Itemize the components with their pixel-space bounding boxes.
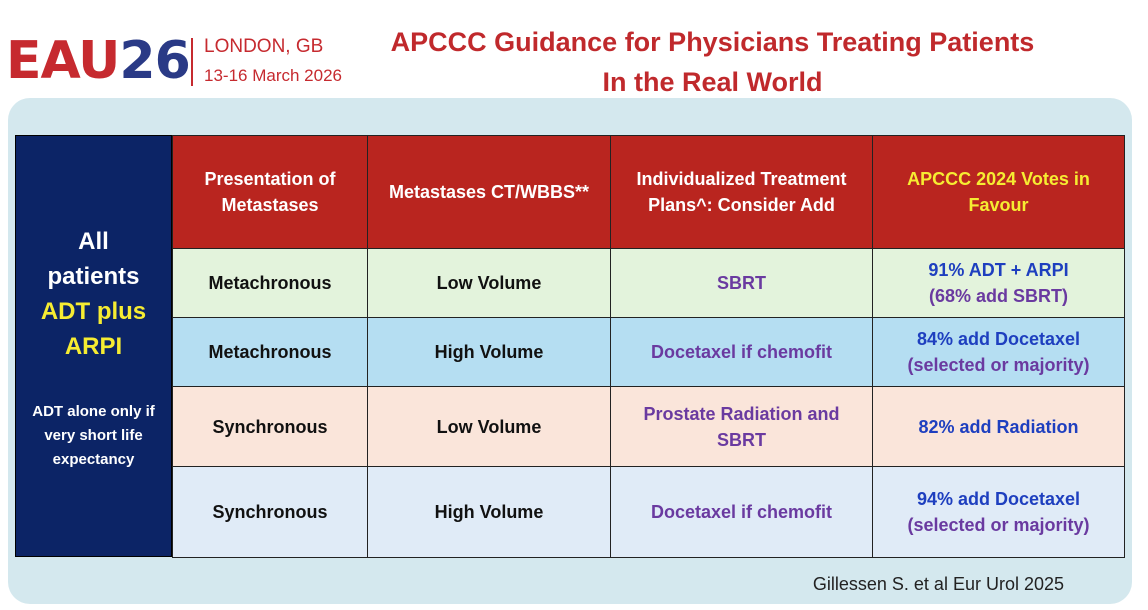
- vote-main: 84% add Docetaxel: [916, 329, 1081, 349]
- table-row: [173, 467, 1125, 558]
- logo-city: LONDON, GB: [204, 36, 324, 57]
- guidance-table: [172, 135, 1125, 558]
- logo-eau-text: EAU: [6, 31, 120, 91]
- header-metastases: Metastases CT/WBBS**: [368, 136, 611, 249]
- cell-plan: Prostate Radiation and SBRT: [611, 387, 873, 467]
- cell-vote: [873, 249, 1125, 318]
- vote-main: 91% ADT + ARPI: [928, 260, 1069, 280]
- cell-vote: [873, 387, 1125, 467]
- table-header-row: [173, 136, 1125, 249]
- table-row: [173, 318, 1125, 387]
- citation: Gillessen S. et al Eur Urol 2025: [812, 574, 1064, 594]
- vote-sub: (selected or majority): [907, 515, 1090, 535]
- cell-volume: High Volume: [368, 467, 611, 558]
- cell-plan: Docetaxel if chemofit: [611, 318, 873, 387]
- logo-year-text: 26: [119, 31, 190, 91]
- vote-sub: (selected or majority): [907, 355, 1090, 375]
- header-votes: APCCC 2024 Votes in Favour: [873, 136, 1125, 249]
- cell-presentation: Synchronous: [173, 387, 368, 467]
- table-row: [173, 249, 1125, 318]
- left-summary-panel: [15, 135, 172, 557]
- slide-title-line1: APCCC Guidance for Physicians Treating Patients: [390, 27, 1035, 57]
- left-summary-heading: [16, 224, 171, 364]
- cell-plan: Docetaxel if chemofit: [611, 467, 873, 558]
- slide-title-line2: In the Real World: [602, 67, 823, 97]
- cell-vote: [873, 467, 1125, 558]
- cell-plan: SBRT: [611, 249, 873, 318]
- header-treatment-plans: Individualized Treatment Plans^: Consider Add: [611, 136, 873, 249]
- left-line-arpi: ARPI: [64, 333, 123, 360]
- cell-presentation: Synchronous: [173, 467, 368, 558]
- left-line-patients: patients: [47, 263, 140, 290]
- cell-volume: Low Volume: [368, 387, 611, 467]
- vote-main: 94% add Docetaxel: [916, 489, 1081, 509]
- logo-dates: 13-16 March 2026: [204, 66, 342, 85]
- left-summary-note: ADT alone only if very short life expectancy: [32, 403, 155, 468]
- header-presentation: Presentation of Metastases: [173, 136, 368, 249]
- left-line-all: All: [78, 228, 109, 255]
- cell-presentation: Metachronous: [173, 318, 368, 387]
- left-line-adt-plus: ADT plus: [40, 298, 147, 325]
- cell-vote: [873, 318, 1125, 387]
- cell-volume: High Volume: [368, 318, 611, 387]
- table-row: [173, 387, 1125, 467]
- cell-presentation: Metachronous: [173, 249, 368, 318]
- logo-divider: [191, 38, 193, 86]
- logo-wordmark: [6, 30, 190, 92]
- vote-sub: (68% add SBRT): [928, 286, 1069, 306]
- slide-title: [345, 22, 1080, 102]
- cell-volume: Low Volume: [368, 249, 611, 318]
- vote-main: 82% add Radiation: [918, 416, 1079, 437]
